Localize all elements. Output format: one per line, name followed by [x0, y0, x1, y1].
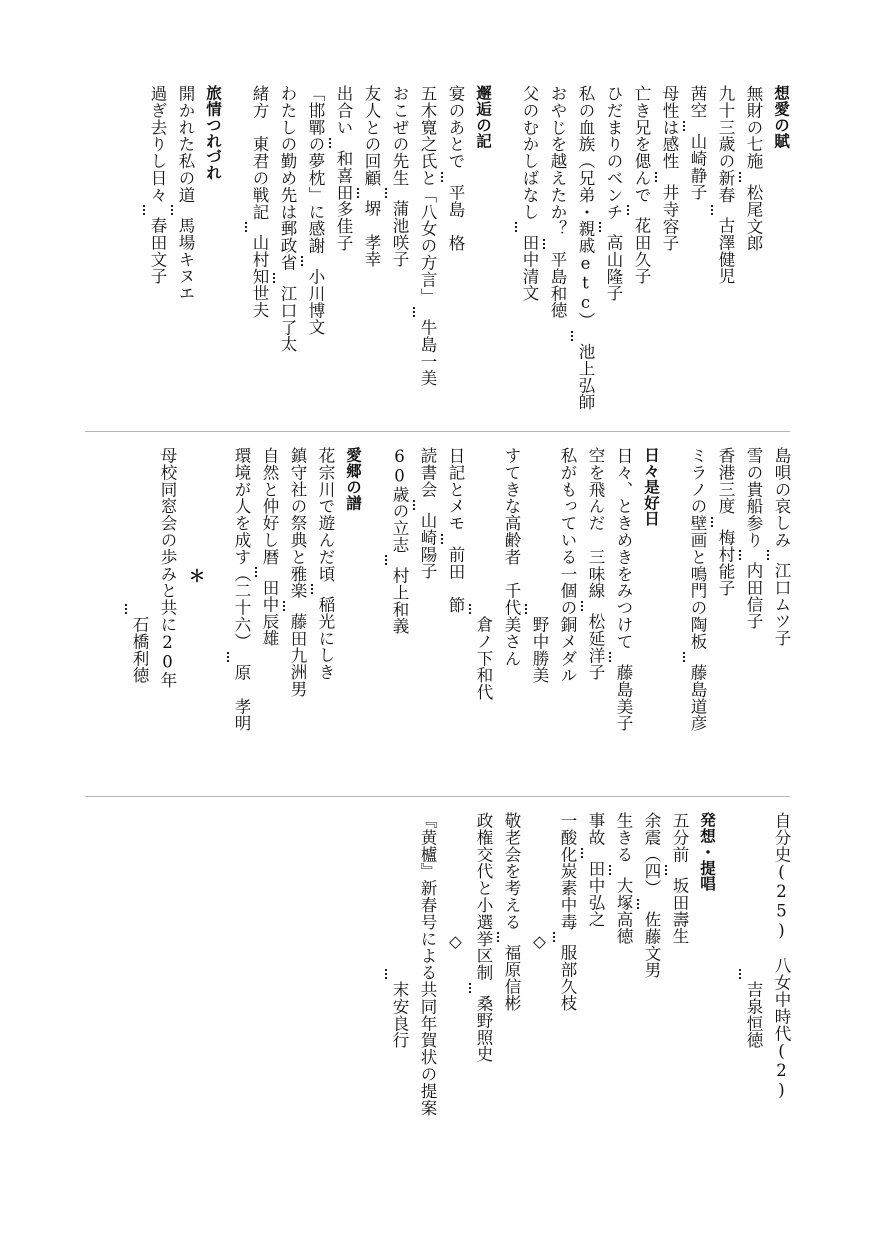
toc-author: 古澤健児	[716, 217, 735, 285]
toc-title: 敬老会を考える	[502, 812, 521, 931]
toc-title: 過ぎ去りし日々	[148, 85, 167, 204]
section-heading	[339, 447, 367, 511]
toc-author: 野中勝美	[530, 616, 549, 684]
leader-dots	[581, 601, 583, 611]
toc-author: 末安良行	[390, 981, 409, 1049]
section-heading	[199, 85, 227, 180]
toc-entry	[227, 447, 255, 731]
toc-title: おやじを越えたか？	[548, 85, 567, 238]
leader-dots	[711, 517, 713, 527]
toc-entry	[143, 85, 171, 285]
toc-entry	[245, 85, 273, 319]
toc-entry	[525, 447, 553, 684]
toc-entry	[357, 85, 385, 268]
leader-dots	[683, 121, 685, 131]
leader-dots	[627, 205, 629, 215]
toc-author: 江口ムツ子	[772, 562, 791, 647]
leader-dots	[385, 969, 387, 979]
toc-entry	[767, 447, 795, 647]
toc-author: 池上弘師	[576, 343, 595, 411]
leader-dots	[581, 848, 583, 858]
leader-dots	[767, 550, 769, 560]
toc-title: 政権交代と小選挙区制	[474, 812, 493, 981]
toc-title: 香港三度	[716, 447, 735, 515]
leader-dots	[599, 222, 601, 232]
leader-dots	[143, 205, 145, 215]
toc-entry	[581, 812, 609, 927]
toc-author: 田中辰雄	[260, 579, 279, 647]
toc-title: わたしの勤め先は郵政省	[278, 85, 297, 271]
leader-dots	[171, 205, 173, 215]
section-heading-text: 日々是好日	[642, 447, 660, 527]
separator-mark	[441, 812, 469, 951]
toc-title: 余震（四）	[642, 812, 661, 897]
toc-entry	[171, 85, 199, 302]
toc-entry	[739, 812, 767, 1049]
toc-title: 空を飛んだ 三味線	[586, 447, 605, 600]
leader-dots	[543, 239, 545, 249]
leader-dots	[125, 604, 127, 614]
toc-title: 九十三歳の新春	[716, 85, 735, 204]
section-heading-text: 想愛の賦	[772, 85, 790, 149]
toc-entry	[469, 812, 497, 1063]
toc-title: 五分前	[670, 812, 689, 863]
toc-title: 日々、ときめきをみつけて	[614, 447, 633, 650]
toc-title: 読書会	[418, 447, 437, 498]
toc-title-line	[497, 447, 525, 667]
section-heading	[693, 812, 721, 892]
toc-author: 稲光にしき	[316, 596, 335, 681]
toc-title: 私がもっている一個の銅メダル	[558, 447, 577, 684]
leader-dots	[245, 222, 247, 232]
toc-author: 高山隆子	[604, 234, 623, 302]
leader-dots	[385, 188, 387, 198]
toc-author: 馬場キヌエ	[176, 217, 195, 302]
toc-entry	[441, 85, 469, 251]
toc-author: 田中弘之	[586, 859, 605, 928]
leader-dots	[385, 555, 387, 565]
toc-title: 鎮守社の祭典と雅楽	[288, 447, 307, 600]
toc-title-line	[413, 812, 441, 1116]
toc-entry	[413, 85, 441, 386]
toc-title: 一酸化炭素中毒	[558, 812, 577, 931]
toc-title: 「邯鄲の夢枕」に感謝	[306, 85, 325, 254]
toc-author: 藤島道彦	[688, 663, 707, 732]
leader-dots	[311, 584, 313, 594]
leader-dots	[301, 256, 303, 266]
toc-entry	[301, 85, 329, 336]
toc-title: 60歳の立志	[390, 447, 409, 554]
toc-band-1	[80, 85, 795, 415]
toc-title: 母校同窓会の歩みと共に20年	[158, 447, 177, 689]
toc-title: 開かれた私の道	[176, 85, 195, 204]
leader-dots	[739, 172, 741, 182]
toc-author: 桑野照史	[474, 995, 493, 1063]
toc-author: 坂田壽生	[670, 876, 689, 945]
toc-entry	[311, 447, 339, 681]
toc-author: 平島 格	[446, 183, 465, 252]
toc-author: 福原信彬	[502, 944, 521, 1012]
leader-dots	[329, 138, 331, 148]
toc-title: おこぜの先生	[390, 85, 409, 187]
toc-author: 松尾文郎	[744, 183, 763, 252]
toc-entry	[543, 85, 571, 319]
section-heading	[637, 447, 665, 527]
toc-entry	[283, 447, 311, 698]
toc-entry	[497, 812, 525, 1012]
leader-dots	[283, 601, 285, 611]
toc-entry	[255, 447, 283, 647]
toc-title-line	[153, 447, 181, 689]
leader-dots	[255, 567, 257, 577]
toc-entry	[413, 447, 441, 579]
toc-entry	[655, 85, 683, 251]
toc-title: 『黄櫨』新春号による共同年賀状の提案	[418, 812, 437, 1117]
toc-author: 山村知世夫	[250, 234, 269, 319]
toc-author: 蒲池咲子	[390, 200, 409, 269]
toc-author: 山崎陽子	[418, 511, 437, 580]
toc-author: 松延洋子	[586, 613, 605, 681]
toc-author: 石橋利徳	[130, 616, 149, 684]
section-heading-text: 愛郷の譜	[344, 447, 362, 511]
toc-title: ミラノの壁画と鳴門の陶板	[688, 447, 707, 650]
toc-title: 花宗川で遊んだ頃	[316, 447, 335, 583]
leader-dots	[655, 172, 657, 182]
toc-entry	[553, 812, 581, 1012]
toc-author: 村上和義	[390, 567, 409, 636]
toc-title-line	[767, 812, 795, 1100]
toc-entry	[329, 85, 357, 251]
toc-title: 自分史(25) 八女中時代(2)	[772, 812, 791, 1100]
toc-entry	[385, 85, 413, 268]
toc-author: 内田信子	[744, 562, 763, 631]
leader-dots	[525, 604, 527, 614]
leader-dots	[571, 331, 573, 341]
toc-title: 雪の貴船参り	[744, 447, 763, 549]
leader-dots	[739, 969, 741, 979]
toc-entry	[273, 85, 301, 353]
toc-title: 私の血族（兄弟・親戚etc）	[576, 85, 595, 330]
separator-mark	[181, 447, 209, 584]
section-heading-text: 邂逅の記	[474, 85, 492, 149]
toc-author: 平島和徳	[548, 251, 567, 319]
toc-entry	[385, 812, 413, 1049]
toc-title: 出合い	[334, 85, 353, 136]
toc-entry	[637, 812, 665, 978]
toc-entry	[581, 447, 609, 681]
toc-title: 自然と仲好し暦	[260, 447, 279, 566]
toc-title: 母性は感性	[660, 85, 679, 170]
section-heading	[469, 85, 497, 149]
toc-author: 田中清文	[520, 234, 539, 302]
toc-title: 事故	[586, 812, 605, 846]
divider-2	[85, 796, 790, 797]
toc-author: 井寺容子	[660, 183, 679, 252]
toc-entry	[627, 85, 655, 285]
toc-title: 宴のあとで	[446, 85, 465, 170]
toc-entry	[441, 447, 469, 613]
separator-glyph: ◇	[530, 932, 549, 952]
toc-author: 佐藤文男	[642, 910, 661, 979]
toc-band-2	[80, 447, 795, 777]
toc-author: 山崎静子	[688, 132, 707, 201]
separator-mark	[525, 812, 553, 951]
toc-entry	[469, 447, 497, 701]
section-heading-text: 発想・提唱	[698, 812, 716, 892]
toc-entry	[711, 447, 739, 596]
leader-dots	[413, 500, 415, 510]
toc-entry	[609, 812, 637, 944]
leader-dots	[413, 307, 415, 317]
toc-author: 吉泉恒徳	[744, 981, 763, 1049]
leader-dots	[609, 652, 611, 662]
toc-title: 緒方 東君の戦記	[250, 85, 269, 221]
toc-entry	[515, 85, 543, 302]
toc-entry	[125, 447, 153, 684]
toc-entry	[599, 85, 627, 302]
toc-band-3	[80, 812, 795, 1142]
toc-title: すてきな高齢者 千代美さん	[502, 447, 521, 667]
toc-author: 服部久枝	[558, 944, 577, 1012]
leader-dots	[441, 534, 443, 544]
toc-author: 花田久子	[632, 217, 651, 285]
leader-dots	[665, 865, 667, 875]
separator-glyph: ＊	[186, 567, 205, 584]
toc-entry	[739, 447, 767, 630]
toc-title: 島唄の哀しみ	[772, 447, 791, 549]
toc-author: 倉ノ下和代	[474, 616, 493, 701]
toc-title: 茜空	[688, 85, 707, 119]
toc-title: ひだまりのベンチ	[604, 85, 623, 221]
toc-title: 亡き兄を偲んで	[632, 85, 651, 204]
separator-glyph: ◇	[446, 932, 465, 952]
toc-entry	[385, 447, 413, 635]
toc-title: 無財の七施	[744, 85, 763, 170]
toc-author: 小川博文	[306, 268, 325, 336]
leader-dots	[469, 604, 471, 614]
toc-author: 和喜田多佳子	[334, 149, 353, 252]
leader-dots	[711, 205, 713, 215]
toc-entry	[609, 447, 637, 731]
leader-dots	[553, 932, 555, 942]
toc-entry	[665, 812, 693, 944]
leader-dots	[273, 273, 275, 283]
toc-entry	[739, 85, 767, 251]
toc-author: 春田文子	[148, 217, 167, 285]
leader-dots	[637, 899, 639, 909]
toc-author: 牛島一美	[418, 318, 437, 387]
leader-dots	[609, 865, 611, 875]
toc-author: 堺 孝幸	[362, 200, 381, 269]
toc-entry	[711, 85, 739, 285]
leader-dots	[497, 932, 499, 942]
toc-title: 父のむかしばなし	[520, 85, 539, 221]
toc-title-line	[553, 447, 581, 684]
toc-author: 前田 節	[446, 545, 465, 614]
leader-dots	[441, 172, 443, 182]
toc-title: 友人との回顧	[362, 85, 381, 187]
toc-entry	[571, 85, 599, 411]
section-heading	[767, 85, 795, 149]
toc-title: 五木寛之氏と「八女の方言」	[418, 85, 437, 305]
leader-dots	[683, 652, 685, 662]
toc-title: 日記とメモ	[446, 447, 465, 532]
toc-author: 梅村能子	[716, 528, 735, 597]
leader-dots	[469, 983, 471, 993]
toc-title: 環境が人を成す（二十六）	[232, 447, 251, 650]
toc-entry	[683, 85, 711, 200]
leader-dots	[227, 652, 229, 662]
toc-entry	[683, 447, 711, 731]
toc-author: 藤田九洲男	[288, 613, 307, 698]
toc-author: 藤島美子	[614, 663, 633, 732]
toc-author: 大塚高徳	[614, 876, 633, 945]
toc-author: 原 孝明	[232, 663, 251, 732]
leader-dots	[357, 188, 359, 198]
toc-title: 生きる	[614, 812, 633, 863]
leader-dots	[739, 550, 741, 560]
section-heading-text: 旅情つれづれ	[204, 85, 222, 181]
leader-dots	[515, 222, 517, 232]
toc-author: 江口了太	[278, 284, 297, 353]
divider-1	[85, 431, 790, 432]
